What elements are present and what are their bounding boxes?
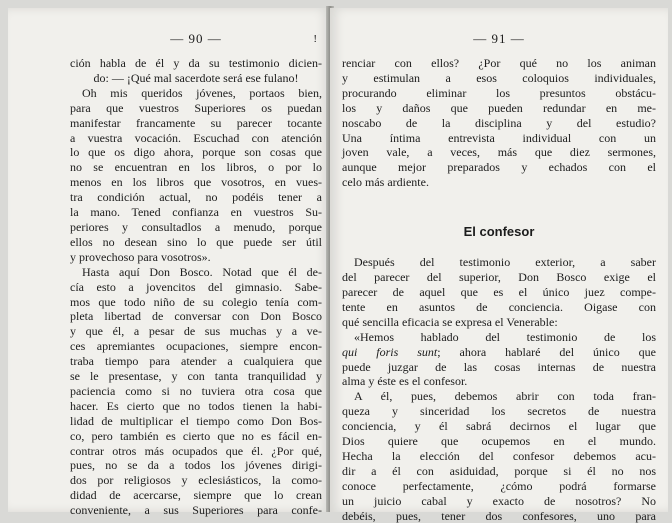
text-line: renciar con ellos? ¿Por qué no los animan (342, 56, 656, 70)
text-line: qué sencilla eficacia se expresa el Venerable: (342, 314, 558, 329)
text-line: ción habla de él y da su testimonio dicien- (70, 56, 322, 70)
text-line: tra condición actual, no podéis tener a (70, 190, 322, 205)
text-line: a vuestra vocación. Escuchad con atención (70, 130, 322, 145)
text-line: queza y sinceridad los secretos de nuestra (342, 404, 656, 419)
page-number-right: — 91 — (473, 31, 525, 46)
text-line: no se encuentran en los libros, o por lo (70, 160, 322, 175)
text-line: y estimulan a esos coloquios individuales, (342, 70, 656, 85)
text-line: didad de acercarse, siempre que lo crean (70, 488, 322, 503)
text-line: «Hemos hablado del testimonio de los (354, 329, 656, 344)
text-line: alma y éste es el confesor. (342, 374, 468, 389)
section-heading: El confesor (463, 224, 535, 240)
text-line: pues, no se da a todos los jóvenes dirigi- (70, 458, 322, 473)
text-line: paciencia como si no tuviera otra cosa que (70, 383, 322, 398)
text-line: manifestar francamente su parecer tocante (70, 115, 322, 130)
text-line: Una íntima entrevista individual con un (342, 130, 656, 145)
text-line: conveniente, a sus Superiores para confe- (70, 503, 322, 518)
text-line: y que él, a pesar de sus muchas y a ve- (70, 324, 322, 339)
text-line: Dios quiere que ocupemos en el mundo. (342, 434, 656, 449)
text-line: parecer de aquel que es el único juez compe- (342, 284, 656, 299)
text-line: A él, pues, debemos abrir con toda fran- (354, 389, 656, 404)
text-line: qui foris sunt; ahora hablaré del único que (342, 344, 656, 359)
text-line: conoce perfectamente, ¿cómo podrá formarse (342, 478, 656, 493)
page-header-right (342, 30, 656, 48)
text-line: noscabo de la disciplina y del estudio? (342, 115, 656, 130)
text-line: lidad de multiplicar el tiempo como Don Bos- (70, 413, 322, 428)
text-line: traba tiempo para atender a cualquiera que (70, 354, 322, 369)
right-page-body-top (342, 56, 656, 190)
text-line: aunque mejor preparados y echados con el (342, 160, 656, 175)
left-page-body (70, 56, 322, 518)
text-line: celo más ardiente. (342, 175, 429, 190)
text-line: cía esto a jovencitos del gimnasio. Sabe- (70, 279, 322, 294)
text-line: se le presentase, y con tanta tranquilidad y (70, 369, 322, 384)
text-line: lo que os digo ahora, porque son cosas que (70, 145, 322, 160)
text-line: ellos no desean sino lo que puede ser útil (70, 234, 322, 249)
text-line: puede juzgar de las cosas internas de nuestra (342, 359, 656, 374)
text-line: dos por religiosos y eclesiásticos, la como- (70, 473, 322, 488)
margin-mark: ! (313, 33, 318, 45)
text-line: pleta libertad de conversar con Don Bosco (70, 309, 322, 324)
text-line: periores y consultadlos a menudo, porque (70, 219, 322, 234)
text-line: debéis, pues, tener dos confesores, uno para (342, 508, 656, 523)
text-line: dir a él con asiduidad, porque si él no nos (342, 463, 656, 478)
text-line: menos en los libros que vosotros, en vues- (70, 175, 322, 190)
text-line: do: — ¡Qué mal sacerdote será ese fulano! (93, 70, 299, 85)
text-line: hacer. Es cierto que no todos tienen la habi- (70, 398, 322, 413)
page-number-left: — 90 — (170, 31, 222, 46)
right-page-body-bottom (342, 255, 656, 523)
text-line: mos que todo niño de su colegio tenía com- (70, 294, 322, 309)
text-line: joven vale, a veces, más que diez sermones, (342, 145, 656, 160)
text-line: y provechoso para vosotros». (70, 249, 211, 264)
text-line: ces apremiantes ocupaciones, siempre encon- (70, 339, 322, 354)
text-line: procurando eliminar los presuntos obstácu- (342, 85, 656, 100)
text-line: Después del testimonio exterior, a saber (354, 255, 656, 270)
text-line: co, pero también es cierto que no es fácil en- (70, 428, 322, 443)
right-page (330, 8, 668, 523)
text-line: Oh mis queridos jóvenes, portaos bien, (82, 85, 322, 100)
text-line: un juicio cabal y exacto de nosotros? No (342, 493, 656, 508)
text-line: la mano. Tened confianza en vuestros Su- (70, 205, 322, 220)
text-line: contrar otros más ocupados que él. ¿Por qué, (70, 443, 322, 458)
page-header-left (70, 30, 322, 48)
text-line: conciencia, y él sabrá decirnos el lugar que (342, 419, 656, 434)
text-line: Hasta aquí Don Bosco. Notad que él de- (82, 264, 322, 279)
text-line: para que vuestros Superiores os puedan (70, 100, 322, 115)
text-line: del parecer del superior, Don Bosco exige el (342, 270, 656, 285)
left-page (8, 8, 330, 518)
text-line: Hecha la elección del confesor debemos acu- (342, 448, 656, 463)
text-line: los y daños que pueden redundar en me- (342, 100, 656, 115)
text-line: tente en asuntos de conciencia. Oigase con (342, 299, 656, 314)
